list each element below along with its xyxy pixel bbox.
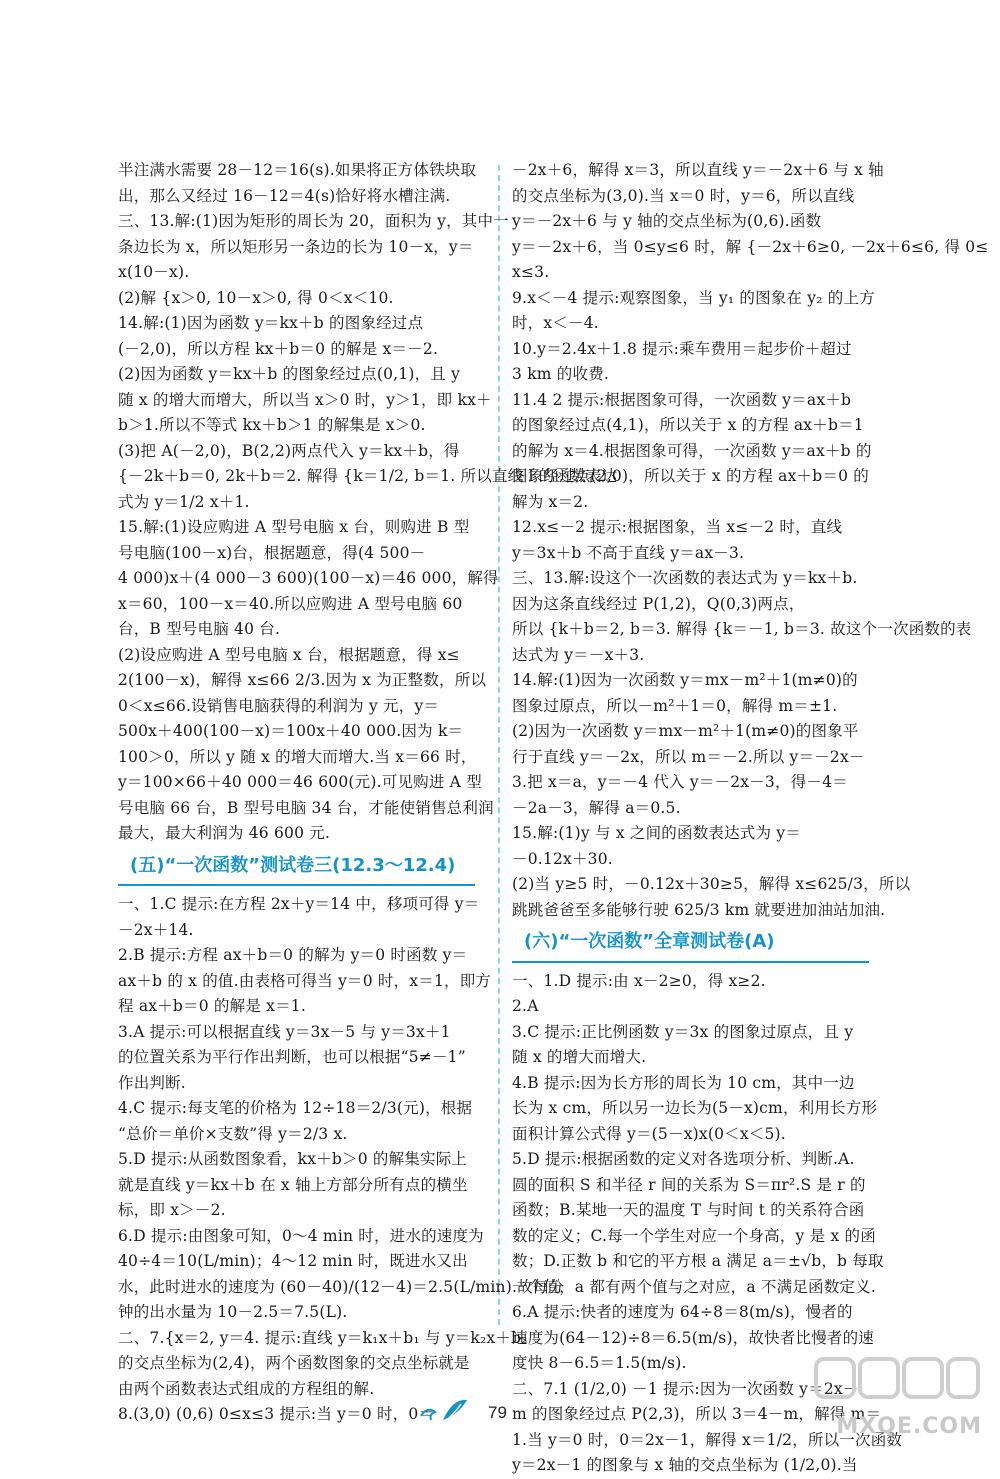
answer-line: 的图象经过点(4,1)，所以关于 x 的方程 ax＋b＝1	[512, 416, 864, 434]
answer-line: (－2,0)，所以方程 kx＋b＝0 的解是 x＝－2.	[118, 339, 439, 358]
answer-line: 4 000)x＋(4 000－3 600)(100－x)＝46 000，解得	[118, 569, 499, 587]
answer-line: 号电脑 66 台，B 型号电脑 34 台，才能使销售总利润	[118, 798, 494, 817]
answer-line: “总价＝单价×支数”得 y＝2/3 x.	[118, 1124, 348, 1143]
answer-line: (3)把 A(－2,0)，B(2,2)两点代入 y＝kx＋b，得	[118, 441, 460, 460]
answer-line: 4.C 提示:每支笔的价格为 12÷18＝2/3(元)，根据	[118, 1099, 473, 1117]
answer-line: 标，即 x＞－2.	[118, 1201, 226, 1219]
answer-line: 的交点坐标为(3,0).当 x＝0 时，y＝6，所以直线	[512, 186, 855, 205]
answer-line: 跳跳爸爸至多能够行驶 625/3 km 就要进加油站加油.	[512, 900, 886, 919]
answer-line: y＝－2x＋6，当 0≤y≤6 时，解 {－2x＋6≥0, －2x＋6≤6, 得 0≤	[512, 237, 989, 256]
answer-line: (2)因为一次函数 y＝mx－m²＋1(m≠0)的图象平	[512, 722, 859, 740]
watermark-text: MXQE.COM	[836, 1414, 982, 1439]
answer-line: y＝2x－1 的图象与 x 轴的交点坐标为 (1/2,0).当	[512, 1456, 858, 1474]
leaf-swirl-icon	[415, 1394, 475, 1424]
section-heading-5: (五)“一次函数”测试卷三(12.3～12.4)	[130, 854, 456, 876]
answer-line: －2x＋6，解得 x＝3，所以直线 y＝－2x＋6 与 x 轴	[512, 161, 884, 179]
answer-line: 圆的面积 S 和半径 r 间的关系为 S＝πr².S 是 r 的	[512, 1175, 866, 1194]
answer-line: 的位置关系为平行作出判断，也可以根据“5≠－1”	[118, 1048, 466, 1066]
answer-line: 所以 {k＋b＝2, b＝3. 解得 {k＝－1, b＝3. 故这个一次函数的表	[512, 620, 972, 638]
answer-line: 一、1.C 提示:在方程 2x＋y＝14 中，移项可得 y＝	[118, 895, 480, 913]
answer-line: 二、7.{x＝2, y＝4. 提示:直线 y＝k₁x＋b₁ 与 y＝k₂x＋b₂	[118, 1328, 528, 1347]
answer-line: 一、1.D 提示:由 x－2≥0，得 x≥2.	[512, 971, 766, 990]
answer-line: 5.D 提示:根据函数的定义对各选项分析、判断.A.	[512, 1150, 855, 1168]
answer-line: 出，那么又经过 16－12＝4(s)恰好将水槽注满.	[118, 186, 451, 205]
answer-line: 500x＋400(100－x)＝100x＋40 000.因为 k＝	[118, 722, 464, 740]
answer-line: 由两个函数表达式组成的方程组的解.	[118, 1379, 375, 1398]
answer-line: 14.解:(1)因为一次函数 y＝mx－m²＋1(m≠0)的	[512, 671, 858, 689]
answer-line: －0.12x＋30.	[512, 849, 613, 868]
answer-line: x(10－x).	[118, 263, 190, 281]
answer-line: (2)当 y≥5 时，－0.12x＋30≥5，解得 x≤625/3，所以	[512, 875, 911, 893]
answer-line: 时，x＜－4.	[512, 314, 599, 332]
answer-line: 100＞0，所以 y 随 x 的增大而增大.当 x＝66 时，	[118, 747, 477, 766]
answer-line: 的解为 x＝4.根据图象可得，一次函数 y＝ax＋b 的	[512, 441, 872, 460]
answer-line: 式为 y＝1/2 x＋1.	[118, 492, 250, 511]
answer-line: 度快 8－6.5＝1.5(m/s).	[512, 1354, 687, 1372]
answer-line: 程 ax＋b＝0 的解是 x＝1.	[118, 997, 306, 1015]
answer-line: 条边长为 x，所以矩形另一条边的长为 10－x，y＝	[118, 237, 474, 256]
answer-line: 的交点坐标为(2,4)，两个函数图象的交点坐标就是	[118, 1354, 470, 1372]
answer-line: 达式为 y＝－x＋3.	[512, 645, 645, 664]
answer-line: 就是直线 y＝kx＋b 在 x 轴上方部分所有点的横坐	[118, 1175, 468, 1194]
answer-line: 钟的出水量为 10－2.5＝7.5(L).	[118, 1303, 348, 1321]
answer-line: 一个值，a 都有两个值与之对应，a 不满足函数定义.	[512, 1277, 876, 1296]
answer-line: 8.(3,0) (0,6) 0≤x≤3 提示:当 y＝0 时，0＝	[118, 1405, 435, 1423]
answer-line: 因为这条直线经过 P(1,2)，Q(0,3)两点，	[512, 594, 805, 613]
answer-line: b＞1.所以不等式 kx＋b＞1 的解集是 x＞0.	[118, 416, 426, 434]
answer-line: 3.C 提示:正比例函数 y＝3x 的图象过原点，且 y	[512, 1022, 854, 1041]
page-number: 79	[488, 1403, 507, 1422]
answer-line: －2x＋14.	[118, 920, 194, 939]
answer-line: 作出判断.	[118, 1073, 186, 1092]
answer-line: y＝－2x＋6 与 y 轴的交点坐标为(0,6).函数	[512, 212, 822, 230]
answer-line: 水，此时进水的速度为 (60－40)/(12－4)＝2.5(L/min).故每分	[118, 1277, 565, 1296]
answer-line: 6.D 提示:由图象可知，0～4 min 时，进水的速度为	[118, 1226, 484, 1245]
answer-line: 15.解:(1)设应购进 A 型号电脑 x 台，则购进 B 型	[118, 518, 470, 536]
answer-line: y＝3x＋b 不高于直线 y＝ax－3.	[512, 543, 745, 562]
column-divider	[498, 165, 500, 1325]
answer-line: 台，B 型号电脑 40 台.	[118, 620, 281, 638]
answer-line: 3 km 的收费.	[512, 365, 610, 383]
answer-line: 半注满水需要 28－12＝16(s).如果将正方体铁块取	[118, 161, 477, 179]
answer-line: 15.解:(1)y 与 x 之间的函数表达式为 y＝	[512, 824, 801, 842]
answer-line: 面积计算公式得 y＝(5－x)x(0＜x＜5).	[512, 1124, 786, 1143]
answer-line: 12.x≤－2 提示:根据图象，当 x≤－2 时，直线	[512, 518, 843, 536]
answer-line: 三、13.解:设这个一次函数的表达式为 y＝kx＋b.	[512, 569, 858, 587]
answer-line: 6.A 提示:快者的速度为 64÷8＝8(m/s)，慢者的	[512, 1303, 853, 1321]
answer-line: 2.A	[512, 997, 539, 1015]
answer-line: 二、7.1 (1/2,0) －1 提示:因为一次函数 y＝2x－	[512, 1379, 859, 1398]
answer-line: 最大，最大利润为 46 600 元.	[118, 824, 331, 842]
answer-line: {－2k＋b＝0, 2k＋b＝2. 解得 {k＝1/2, b＝1. 所以直线 l 的函数表达	[118, 467, 618, 485]
answer-line: (2)解 {x＞0, 10－x＞0, 得 0＜x＜10.	[118, 288, 394, 307]
answer-line: 函数；B.某地一天的温度 T 与时间 t 的关系符合函	[512, 1201, 865, 1219]
answer-line: (2)因为函数 y＝kx＋b 的图象经过点(0,1)，且 y	[118, 365, 461, 383]
answer-line: 行于直线 y＝－2x，所以 m＝－2.所以 y＝－2x－	[512, 747, 865, 766]
answer-line: 3.A 提示:可以根据直线 y＝3x－5 与 y＝3x＋1	[118, 1022, 451, 1041]
answer-line: 40÷4＝10(L/min)；4～12 min 时，既进水又出	[118, 1252, 468, 1270]
answer-line: 图象经过点(2,0)，所以关于 x 的方程 ax＋b＝0 的	[512, 467, 869, 485]
right-answers-block-1	[512, 158, 989, 923]
answer-line: y＝100×66＋40 000＝46 600(元).可见购进 A 型	[118, 773, 482, 791]
answer-line: 解为 x＝2.	[512, 492, 589, 511]
answer-line: －2a－3，解得 a＝0.5.	[512, 798, 681, 817]
answer-line: 数的定义；C.每一个学生对应一个身高，y 是 x 的函	[512, 1226, 876, 1245]
answer-line: 数；D.正数 b 和它的平方根 a 满足 a＝±√b，b 每取	[512, 1252, 884, 1270]
answer-line: 长为 x cm，所以另一边长为(5－x)cm，利用长方形	[512, 1099, 878, 1117]
answer-line: 1.当 y＝0 时，0＝2x－1，解得 x＝1/2，所以一次函数	[512, 1430, 903, 1449]
answer-line: (2)设应购进 A 型号电脑 x 台，根据题意，得 x≤	[118, 645, 460, 664]
answer-line: 三、13.解:(1)因为矩形的周长为 20，面积为 y，其中一	[118, 212, 509, 230]
section-heading-6-underline	[512, 961, 869, 963]
answer-line: 号电脑(100－x)台，根据题意，得(4 500－	[118, 543, 426, 562]
answer-line: 随 x 的增大而增大，所以当 x＞0 时，y＞1，即 kx＋	[118, 390, 492, 409]
answer-line: 速度为(64－12)÷8＝6.5(m/s)，故快者比慢者的速	[512, 1328, 875, 1347]
answer-line: ax＋b 的 x 的值.由表格可得当 y＝0 时，x＝1，即方	[118, 971, 492, 990]
answer-line: 图象过原点，所以－m²＋1＝0，解得 m＝±1.	[512, 696, 838, 715]
answer-line: 4.B 提示:因为长方形的周长为 10 cm，其中一边	[512, 1073, 855, 1092]
answer-line: m 的图象经过点 P(2,3)，所以 3＝4－m，解得 m＝	[512, 1405, 882, 1423]
section-heading-5-underline	[118, 884, 475, 886]
section-heading-6: (六)“一次函数”全章测试卷(A)	[524, 931, 775, 952]
answer-line: 14.解:(1)因为函数 y＝kx＋b 的图象经过点	[118, 314, 424, 332]
answer-line: 5.D 提示:从函数图象看，kx＋b＞0 的解集实际上	[118, 1150, 468, 1168]
answer-line: x＝60，100－x＝40.所以应购进 A 型号电脑 60	[118, 594, 463, 613]
answer-line: 2(100－x)，解得 x≤66 2/3.因为 x 为正整数，所以	[118, 671, 487, 689]
answer-line: x≤3.	[512, 263, 550, 281]
answer-line: 2.B 提示:方程 ax＋b＝0 的解为 y＝0 时函数 y＝	[118, 946, 468, 964]
answer-line: 11.4 2 提示:根据图象可得，一次函数 y＝ax＋b	[512, 390, 852, 409]
answer-line: 9.x＜－4 提示:观察图象，当 y₁ 的图象在 y₂ 的上方	[512, 288, 875, 307]
answer-line: 3.把 x＝a，y＝－4 代入 y＝－2x－3，得－4＝	[512, 773, 848, 791]
answer-line: 0＜x≤66.设销售电脑获得的利润为 y 元，y＝	[118, 696, 440, 715]
answer-line: 10.y＝2.4x＋1.8 提示:乘车费用＝起步价＋超过	[512, 339, 852, 358]
answer-line: 随 x 的增大而增大.	[512, 1048, 647, 1066]
